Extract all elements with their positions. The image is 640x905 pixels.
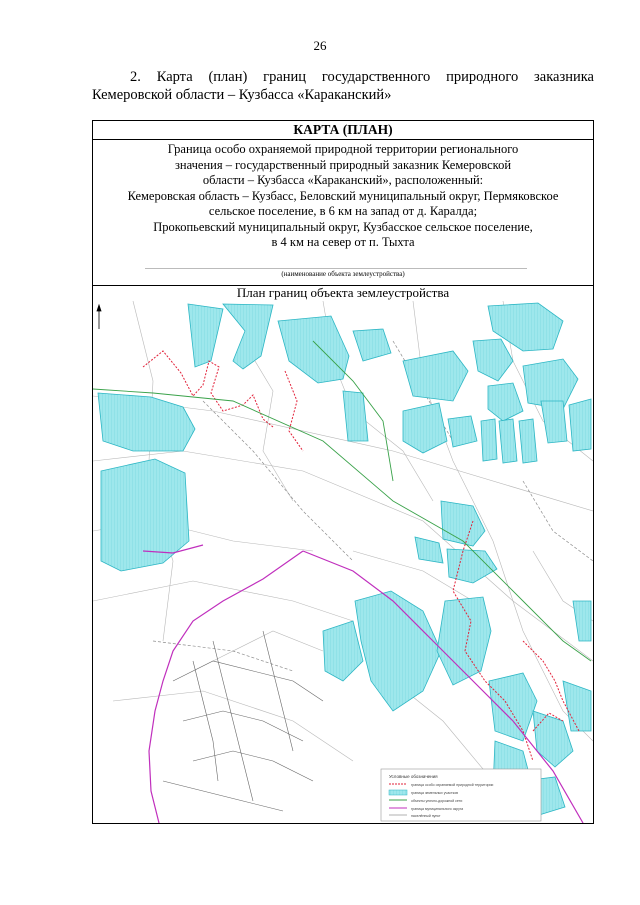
form-title: КАРТА (ПЛАН) bbox=[93, 121, 593, 140]
settlement-area bbox=[163, 631, 323, 811]
legend-item: объекты улично-дорожной сети bbox=[411, 799, 463, 803]
map-form-table bbox=[92, 120, 594, 824]
caption-underline bbox=[145, 268, 527, 269]
description-line: значения – государственный природный заказник Кемеровской bbox=[174, 157, 512, 172]
description-line: Прокопьевский муниципальный округ, Кузбасское сельское поселение, bbox=[153, 219, 533, 234]
page-number: 26 bbox=[313, 38, 327, 53]
description-line: Граница особо охраняемой природной территории регионального bbox=[167, 142, 519, 156]
object-description bbox=[93, 139, 593, 286]
legend-title: Условные обозначения bbox=[389, 774, 438, 779]
description-line: области – Кузбасса «Караканский», расположенный: bbox=[202, 173, 484, 187]
territory-polygons bbox=[98, 303, 591, 815]
object-name-caption: (наименование объекта землеустройства) bbox=[281, 270, 405, 278]
map-legend bbox=[381, 769, 541, 821]
heading-text: 2. Карта (план) границ государственного природного заказника Кемеровской области – Кузбасса «Караканский» bbox=[92, 69, 594, 103]
legend-item: граница земельных участков bbox=[411, 791, 459, 795]
plan-title: План границ объекта землеустройства bbox=[93, 285, 593, 302]
description-line: Кемеровская область – Кузбасс, Беловский муниципальный округ, Пермяковское bbox=[127, 188, 559, 203]
map-drawing bbox=[93, 301, 593, 823]
legend-item: граница муниципального округа bbox=[411, 807, 464, 811]
north-arrow-icon bbox=[97, 305, 101, 329]
boundary-map bbox=[93, 301, 593, 823]
legend-item: населённый пункт bbox=[411, 814, 441, 818]
legend-item: граница особо охраняемой природной территории bbox=[411, 783, 494, 787]
description-line: в 4 км на север от п. Тыхта bbox=[271, 235, 415, 249]
description-line: сельское поселение, в 6 км на запад от д. Каралда; bbox=[208, 204, 478, 218]
document-heading bbox=[92, 68, 594, 104]
